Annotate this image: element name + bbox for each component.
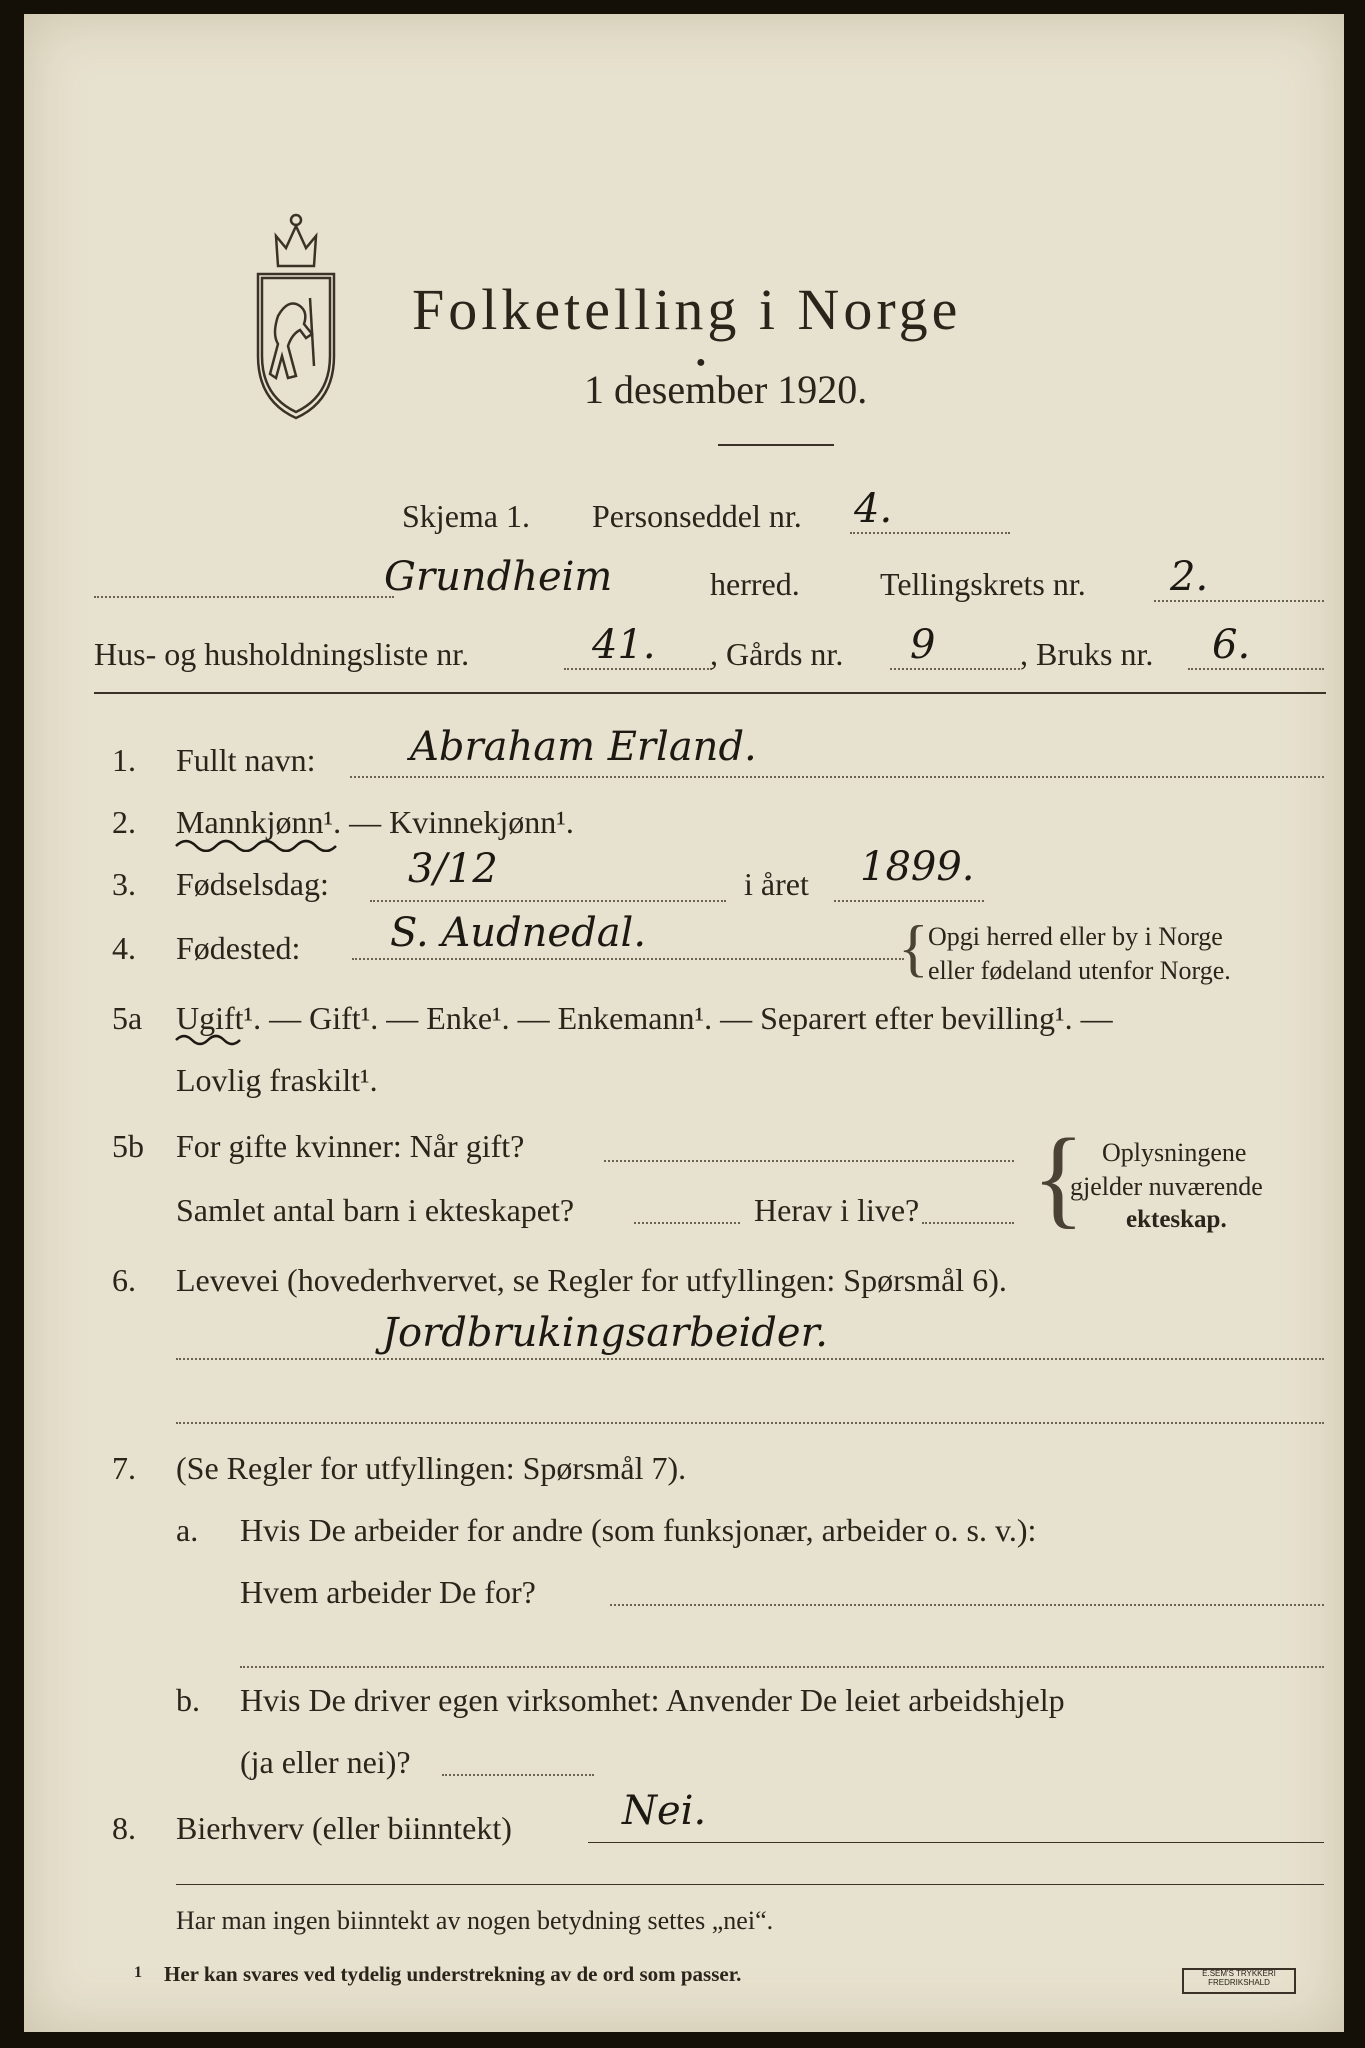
footnote-mark: 1	[134, 1964, 142, 1981]
q3-year-label: i året	[744, 866, 809, 902]
q7a-line	[610, 1604, 1324, 1606]
q8-line	[588, 1842, 1324, 1843]
q6-line-1	[176, 1358, 1324, 1360]
footer-divider	[176, 1884, 1324, 1885]
q7-label: (Se Regler for utfyllingen: Spørsmål 7).	[176, 1450, 687, 1486]
q2-label: Mannkjønn¹. — Kvinnekjønn¹.	[176, 804, 574, 840]
q7b-line-2: (ja eller nei)?	[240, 1744, 411, 1780]
hus-line	[564, 668, 712, 670]
q1-number: 1.	[112, 742, 136, 778]
herred-line-left	[94, 596, 394, 598]
form-title: Folketelling i Norge	[412, 277, 962, 342]
q7a-line-extra	[240, 1666, 1324, 1668]
hus-value: 41.	[592, 622, 656, 668]
personseddel-label: Personseddel nr.	[592, 498, 802, 534]
herred-label: herred.	[710, 566, 800, 602]
q6-label: Levevei (hovederhvervet, se Regler for utfyllingen: Spørsmål 6).	[176, 1262, 1007, 1298]
decorative-dot: ●	[696, 354, 706, 371]
q3-number: 3.	[112, 866, 136, 902]
herred-value: Grundheim	[384, 554, 613, 600]
q8-label: Bierhverv (eller biinntekt)	[176, 1810, 512, 1846]
q7a-line-2: Hvem arbeider De for?	[240, 1574, 536, 1610]
q8-side-income-value: Nei.	[622, 1788, 707, 1834]
schema-label: Skjema 1.	[402, 498, 530, 534]
q4-number: 4.	[112, 930, 136, 966]
q7b-letter: b.	[176, 1682, 200, 1718]
q4-brace: {	[898, 912, 929, 983]
q5b-note-1: Oplysningene	[1102, 1138, 1247, 1167]
q6-line-2	[176, 1422, 1324, 1424]
q7b-line	[442, 1774, 594, 1776]
q4-note-2: eller fødeland utenfor Norge.	[928, 956, 1231, 985]
q5b-brace: {	[1032, 1116, 1085, 1238]
q1-label: Fullt navn:	[176, 742, 316, 778]
q5b-note-3: ekteskap.	[1126, 1206, 1227, 1233]
q5b-married-line	[604, 1160, 1014, 1162]
ugift-underline	[174, 1032, 254, 1046]
personseddel-value: 4.	[854, 486, 893, 532]
q5b-line-2b: Herav i live?	[754, 1192, 920, 1228]
bruks-line	[1188, 668, 1324, 670]
q6-number: 6.	[112, 1262, 136, 1298]
q3-label: Fødselsdag:	[176, 866, 329, 902]
q5b-note-2: gjelder nuværende	[1070, 1172, 1263, 1201]
q7a-letter: a.	[176, 1512, 199, 1548]
q7b-line-1: Hvis De driver egen virksomhet: Anvender De leiet arbeidshjelp	[240, 1682, 1065, 1718]
header-divider	[94, 692, 1326, 694]
printer-stamp: E.SEM'S TRYKKERI FREDRIKSHALD	[1182, 1968, 1296, 1994]
gards-label: , Gårds nr.	[710, 636, 844, 672]
q7a-line-1: Hvis De arbeider for andre (som funksjonær, arbeider o. s. v.):	[240, 1512, 1037, 1548]
q3-year-line	[834, 900, 984, 902]
personseddel-line	[850, 532, 1010, 534]
q6-occupation-value: Jordbrukingsarbeider.	[382, 1310, 829, 1356]
q3-birthday-value: 3/12	[408, 846, 498, 892]
tellingskrets-label: Tellingskrets nr.	[880, 566, 1086, 602]
bruks-value: 6.	[1212, 622, 1251, 668]
census-form-page	[24, 14, 1344, 2032]
bruks-label: , Bruks nr.	[1020, 636, 1154, 672]
q5b-line-2a: Samlet antal barn i ekteskapet?	[176, 1192, 575, 1228]
footnote-text: Her kan svares ved tydelig understrekning av de ord som passer.	[164, 1962, 742, 1986]
q4-note-1: Opgi herred eller by i Norge	[928, 922, 1223, 951]
q5b-alive-line	[922, 1222, 1014, 1224]
q5b-number: 5b	[112, 1128, 144, 1164]
q4-line	[352, 958, 904, 960]
q8-number: 8.	[112, 1810, 136, 1846]
q3-year-value: 1899.	[860, 844, 975, 890]
hus-label: Hus- og husholdningsliste nr.	[94, 636, 470, 672]
tellingskrets-line	[1154, 600, 1324, 602]
gards-line	[890, 668, 1020, 670]
gards-value: 9	[910, 622, 936, 668]
q5b-children-line	[634, 1222, 740, 1224]
q4-label: Fødested:	[176, 930, 301, 966]
mannkjonn-underline	[174, 836, 344, 852]
q5a-number: 5a	[112, 1000, 143, 1036]
tellingskrets-value: 2.	[1170, 554, 1209, 600]
coat-of-arms-icon	[248, 206, 344, 426]
q4-birthplace-value: S. Audnedal.	[390, 910, 647, 956]
title-divider	[718, 444, 834, 446]
q1-full-name-value: Abraham Erland.	[410, 724, 757, 770]
q2-number: 2.	[112, 804, 136, 840]
census-date: 1 desember 1920.	[584, 367, 868, 412]
q5a-line-2: Lovlig fraskilt¹.	[176, 1062, 378, 1098]
q5a-line-1: Ugift¹. — Gift¹. — Enke¹. — Enkemann¹. — Separert efter bevilling¹. —	[176, 1000, 1113, 1036]
q5b-line-1: For gifte kvinner: Når gift?	[176, 1128, 525, 1164]
q3-line	[370, 900, 726, 902]
footer-note: Har man ingen biinntekt av nogen betydning settes „nei“.	[176, 1906, 774, 1935]
q7-number: 7.	[112, 1450, 136, 1486]
q1-line	[350, 776, 1324, 778]
